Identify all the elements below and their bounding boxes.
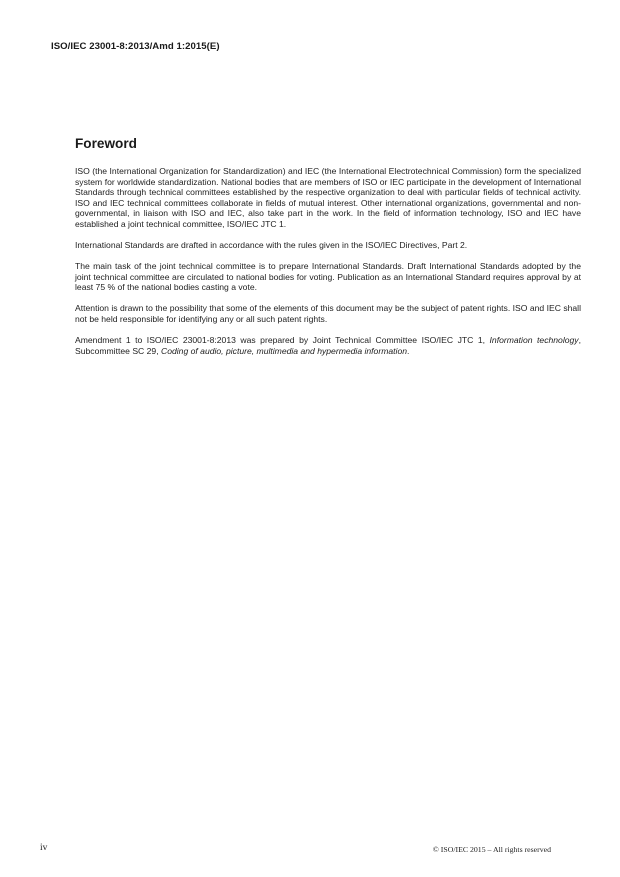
amendment-text-end: . (407, 345, 410, 356)
page-number: iv (40, 843, 48, 853)
amendment-text-start: Amendment 1 to ISO/IEC 23001-8:2013 was prepared by Joint Technical Committee ISO/IEC JTC 1, (75, 335, 490, 346)
copyright-notice: © ISO/IEC 2015 – All rights reserved (432, 845, 551, 854)
foreword-paragraph-patent-rights: Attention is drawn to the possibility that some of the elements of this document may be the subject of patent rights. ISO and IEC shall not be held responsible for identifying any or all such patent rights. (75, 303, 581, 325)
document-id-header: ISO/IEC 23001-8:2013/Amd 1:2015(E) (51, 41, 220, 52)
foreword-paragraph-main-task: The main task of the joint technical committee is to prepare International Standards. Draft International Standards adopted by the joint technical committee are circulated to national bodies for voting. Publication as an International Standard requires approval by at least 75 % of the national bodies casting a vote. (75, 261, 581, 293)
amendment-text-middle: , Subcommittee SC 29, (75, 335, 581, 356)
amendment-subcommittee-title: Coding of audio, picture, multimedia and hypermedia information (160, 345, 407, 356)
foreword-section (75, 136, 581, 367)
foreword-title: Foreword (75, 136, 137, 151)
foreword-paragraph-directives: International Standards are drafted in accordance with the rules given in the ISO/IEC Directives, Part 2. (75, 240, 468, 251)
foreword-paragraph-organizations: ISO (the International Organization for Standardization) and IEC (the International Electrotechnical Commission) form the specialized system for worldwide standardization. National bodies that are members of ISO or IEC participate in the development of International Standards through technical committees established by the respective organization to deal with particular fields of technical activity. ISO and IEC technical committees collaborate in fields of mutual interest. Other international organizations, governmental and non-governmental, in liaison with ISO and IEC, also take part in the work. In the field of information technology, ISO and IEC have established a joint technical committee, ISO/IEC JTC 1. (75, 166, 581, 229)
amendment-committee-title: Information technology (489, 335, 579, 346)
foreword-paragraph-amendment (75, 335, 581, 356)
